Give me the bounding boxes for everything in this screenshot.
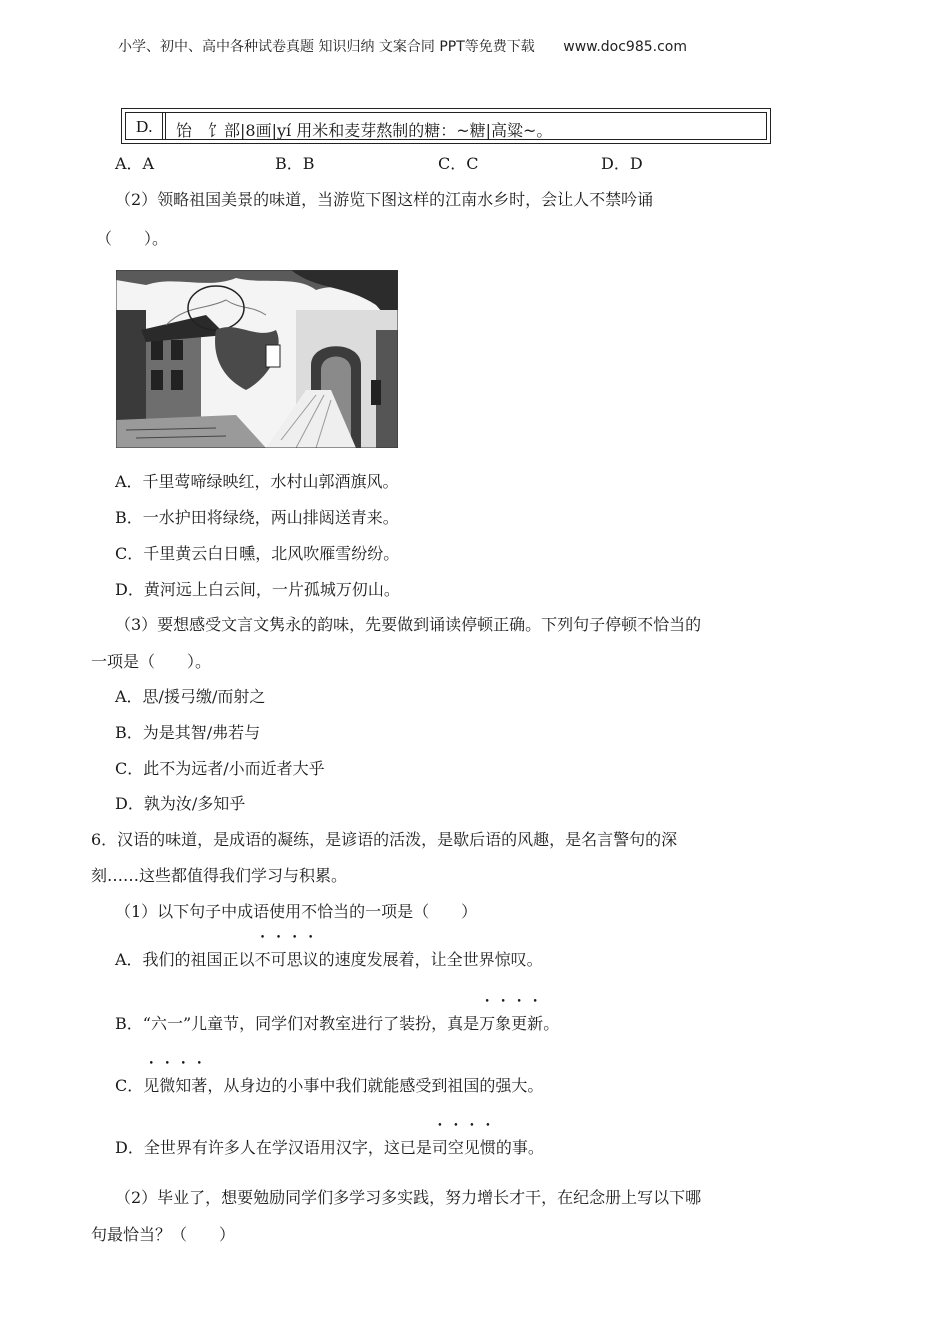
q2-stem-line1: （2）领略祖国美景的味道，当游览下图这样的江南水乡时，会让人不禁吟诵 bbox=[115, 190, 654, 209]
dict-option-letter: D. bbox=[136, 117, 153, 136]
option-text: 的事。 bbox=[495, 1138, 544, 1157]
q1-option-c[interactable]: C．C bbox=[438, 154, 479, 173]
emphasis-char: 见 bbox=[143, 1076, 160, 1095]
q3-option-c[interactable]: C．此不为远者/小而近者大乎 bbox=[115, 759, 325, 778]
divider bbox=[165, 113, 166, 139]
dict-entry-text: 饴 饣部|8画|yí 用米和麦芽熬制的糖：~糖|高粱~。 bbox=[176, 121, 553, 140]
emphasis-char: 万 bbox=[479, 1014, 496, 1033]
dictionary-entry-box bbox=[121, 108, 771, 144]
q1-option-b[interactable]: B．B bbox=[275, 154, 315, 173]
q2-stem-line2: （ ）。 bbox=[96, 229, 169, 248]
emphasis-char: 惯 bbox=[479, 1138, 496, 1157]
q3-stem-line1: （3）要想感受文言文隽永的韵味，先要做到诵读停顿正确。下列句子停顿不恰当的 bbox=[115, 615, 702, 634]
q2-option-a[interactable]: A．千里莺啼绿映红，水村山郭酒旗风。 bbox=[115, 472, 399, 491]
idiom-emphasized bbox=[432, 1138, 496, 1157]
q1-option-d[interactable]: D．D bbox=[601, 154, 643, 173]
q6-option-b[interactable] bbox=[115, 1011, 559, 1034]
q2-option-d[interactable]: D．黄河远上白云间，一片孤城万仞山。 bbox=[115, 580, 400, 599]
option-text: ，从身边的小事中我们就能感受到祖国的强大。 bbox=[207, 1076, 544, 1095]
emphasis-char: 可 bbox=[270, 950, 287, 969]
q6-option-d[interactable] bbox=[115, 1135, 544, 1158]
header-site: www.doc985.com bbox=[563, 39, 687, 55]
idiom-emphasized bbox=[255, 950, 319, 969]
q6-option-c[interactable] bbox=[115, 1073, 543, 1096]
q2-option-c[interactable]: C．千里黄云白日曛，北风吹雁雪纷纷。 bbox=[115, 544, 400, 563]
q6-sub1-stem: （1）以下句子中成语使用不恰当的一项是（ ） bbox=[115, 902, 478, 921]
emphasis-char: 思 bbox=[286, 950, 303, 969]
q3-stem-line2: 一项是（ ）。 bbox=[91, 652, 212, 671]
emphasis-char: 议 bbox=[302, 950, 319, 969]
emphasis-char: 著 bbox=[191, 1076, 208, 1095]
q1-option-a[interactable]: A．A bbox=[115, 154, 155, 173]
idiom-emphasized bbox=[143, 1076, 207, 1095]
divider bbox=[162, 113, 163, 139]
q6-stem-line2: 刻……这些都值得我们学习与积累。 bbox=[91, 866, 348, 885]
emphasis-char: 新 bbox=[527, 1014, 544, 1033]
emphasis-char: 司 bbox=[431, 1138, 448, 1157]
option-text: A．我们的祖国正以 bbox=[115, 950, 255, 969]
page-header bbox=[118, 36, 687, 56]
option-text: D．全世界有许多人在学汉语用汉字，这已是 bbox=[115, 1138, 432, 1157]
q6-sub2-line1: （2）毕业了，想要勉励同学们多学习多实践，努力增长才干，在纪念册上写以下哪 bbox=[115, 1188, 702, 1207]
q6-option-a[interactable] bbox=[115, 947, 543, 970]
emphasis-char: 空 bbox=[447, 1138, 464, 1157]
emphasis-char: 微 bbox=[159, 1076, 176, 1095]
emphasis-char: 知 bbox=[175, 1076, 192, 1095]
q2-option-b[interactable]: B．一水护田将绿绕，两山排闼送青来。 bbox=[115, 508, 399, 527]
option-text: 。 bbox=[543, 1014, 560, 1033]
emphasis-char: 更 bbox=[511, 1014, 528, 1033]
water-town-illustration bbox=[116, 270, 398, 448]
q6-sub2-line2: 句最恰当？（ ） bbox=[91, 1225, 236, 1244]
header-text: 小学、初中、高中各种试卷真题 知识归纳 文案合同 PPT等免费下载 bbox=[118, 39, 535, 55]
option-text: B．“六一”儿童节，同学们对教室进行了装扮，真是 bbox=[115, 1014, 480, 1033]
option-text: 的速度发展着，让全世界惊叹。 bbox=[318, 950, 543, 969]
emphasis-char: 见 bbox=[463, 1138, 480, 1157]
q3-option-a[interactable]: A．思/援弓缴/而射之 bbox=[115, 687, 266, 706]
q6-stem-line1: 6．汉语的味道，是成语的凝练，是谚语的活泼，是歇后语的风趣，是名言警句的深 bbox=[91, 830, 678, 849]
emphasis-char: 不 bbox=[254, 950, 271, 969]
option-text: C． bbox=[115, 1076, 144, 1095]
q3-option-d[interactable]: D．孰为汝/多知乎 bbox=[115, 794, 246, 813]
idiom-emphasized bbox=[479, 1014, 543, 1033]
emphasis-char: 象 bbox=[495, 1014, 512, 1033]
q3-option-b[interactable]: B．为是其智/弗若与 bbox=[115, 723, 261, 742]
